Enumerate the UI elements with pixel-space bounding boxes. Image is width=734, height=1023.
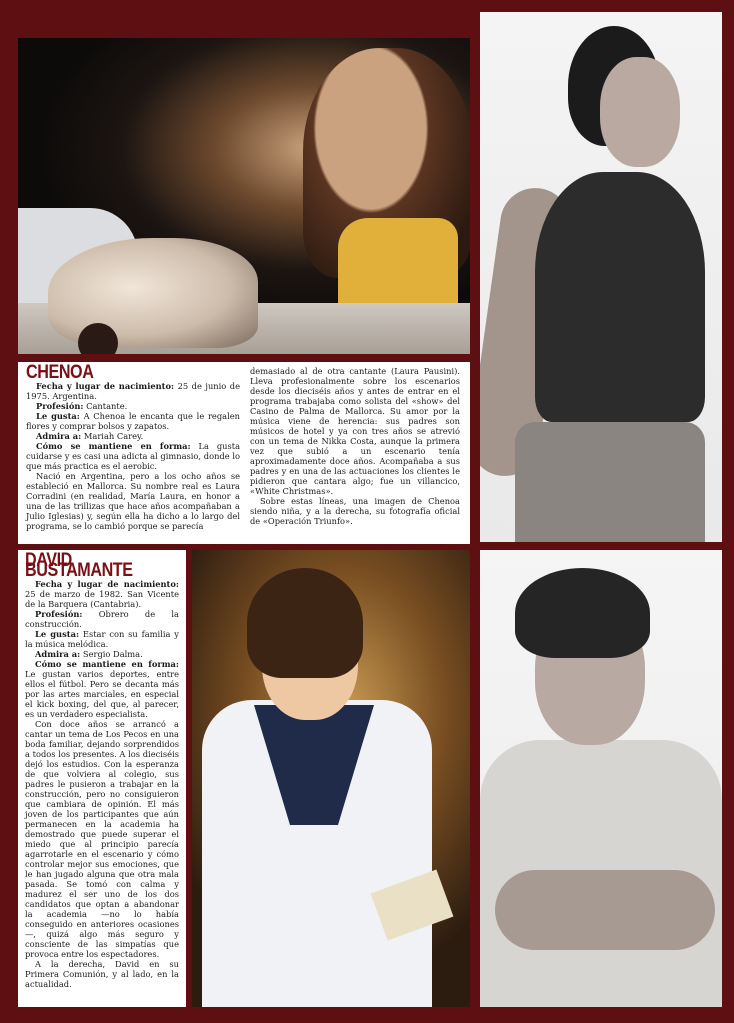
david-profession-label: Profesión:	[35, 609, 83, 619]
chenoa-fitness: La gusta cuidarse y es casi una adicta al gimnasio, donde lo que más practica es el aerobic.	[26, 441, 241, 471]
chenoa-name-heading: CHENOA	[26, 362, 94, 383]
david-bio: Con doce años se arrancó a cantar un tema de Los Pecos en una boda familiar, dejando sorprendidos a todos los presentes. A los dieciséis dejó los estudios. Con la esperanza de que volviera al colegio, sus padres le pusieron a trabajar en la construcción, pero no consiguieron que cambiara de opinión. El más joven de los participantes que aún permanecen en la academia ha demostrado que puede superar el miedo que al principio parecía agarrotarle en el escenario y cómo controlar mejor sus emociones, que le han jugado alguna que otra mala pasada. Se tomó con calma y madurez el ser uno de los dos candidatos que optan a abandonar la academia —no lo había conseguido en anteriores ocasiones—, quizá algo más seguro y consciente de las simpatías que provoca entre los espectadores.	[25, 719, 179, 959]
chenoa-profile	[18, 362, 470, 544]
chenoa-birth-label: Fecha y lugar de nacimiento:	[36, 381, 175, 391]
david-birth: 25 de marzo de 1982. San Vicente de la Barquera (Cantabria).	[25, 589, 179, 609]
chenoa-column-2	[250, 366, 460, 526]
chenoa-fitness-label: Cómo se mantiene en forma:	[36, 441, 191, 451]
david-admires: Sergio Dalma.	[82, 649, 143, 659]
david-fitness-label: Cómo se mantiene en forma:	[35, 659, 179, 669]
chenoa-caption: Sobre estas líneas, una imagen de Chenoa siendo niña, y a la derecha, su fotografía oficial de «Operación Triunfo».	[250, 496, 460, 526]
david-profile	[18, 550, 186, 1007]
chenoa-likes-label: Le gusta:	[36, 411, 80, 421]
chenoa-official-photo	[480, 12, 722, 542]
chenoa-admires-label: Admira a:	[36, 431, 82, 441]
chenoa-likes: A Chenoa le encanta que le regalen flores y comprar bolsos y zapatos.	[26, 411, 240, 431]
david-column	[25, 550, 180, 989]
david-name-heading: DAVID BUSTAMANTE	[25, 550, 133, 581]
chenoa-profession-label: Profesión:	[36, 401, 84, 411]
david-likes-label: Le gusta:	[35, 629, 80, 639]
chenoa-admires: Mariah Carey.	[83, 431, 144, 441]
david-birth-label: Fecha y lugar de nacimiento:	[35, 579, 179, 589]
david-profession: Obrero de la construcción.	[25, 609, 180, 629]
chenoa-bio-continued: demasiado al de otra cantante (Laura Pausini). Lleva profesionalmente sobre los escenarios desde los dieciséis años y antes de entrar en el programa trabajaba como solista del «show» del Casino de Palma de Mallorca. Su amor por la música viene de herencia: sus padres son músicos de hotel y ya con tres años se atrevió con un tema de Nikka Costa, aunque la primera vez que subió a un escenario tenía aproximadamente doce años. Acompañaba a sus padres y en una de las actuaciones los clientes le pidieron que cantara algo; fue un villancico, «White Christmas».	[250, 366, 460, 496]
david-admires-label: Admira a:	[35, 649, 81, 659]
david-caption: A la derecha, David en su Primera Comunión, y al lado, en la actualidad.	[25, 959, 179, 989]
david-likes: Estar con su familia y la música melódica.	[25, 629, 179, 649]
david-fitness: Le gustan varios deportes, entre ellos el fútbol. Pero se decanta más por las artes marciales, en especial el kick boxing, del que, al parecer, es un verdadero especialista.	[25, 669, 179, 719]
chenoa-child-photo	[18, 38, 470, 354]
david-communion-photo	[192, 550, 470, 1007]
chenoa-birth: 25 de junio de 1975. Argentina.	[26, 381, 240, 401]
chenoa-profession: Cantante.	[86, 401, 128, 411]
chenoa-column-1	[26, 362, 241, 531]
chenoa-bio: Nació en Argentina, pero a los ocho años se estableció en Mallorca. Su nombre real es Laura Corradini (en realidad, María Laura, en honor a una de las trillizas que hace años acompañaban a Julio Iglesias) y, según ella ha dicho a lo largo del programa, se lo cambió porque se parecía	[26, 471, 240, 531]
david-current-photo	[480, 550, 722, 1007]
